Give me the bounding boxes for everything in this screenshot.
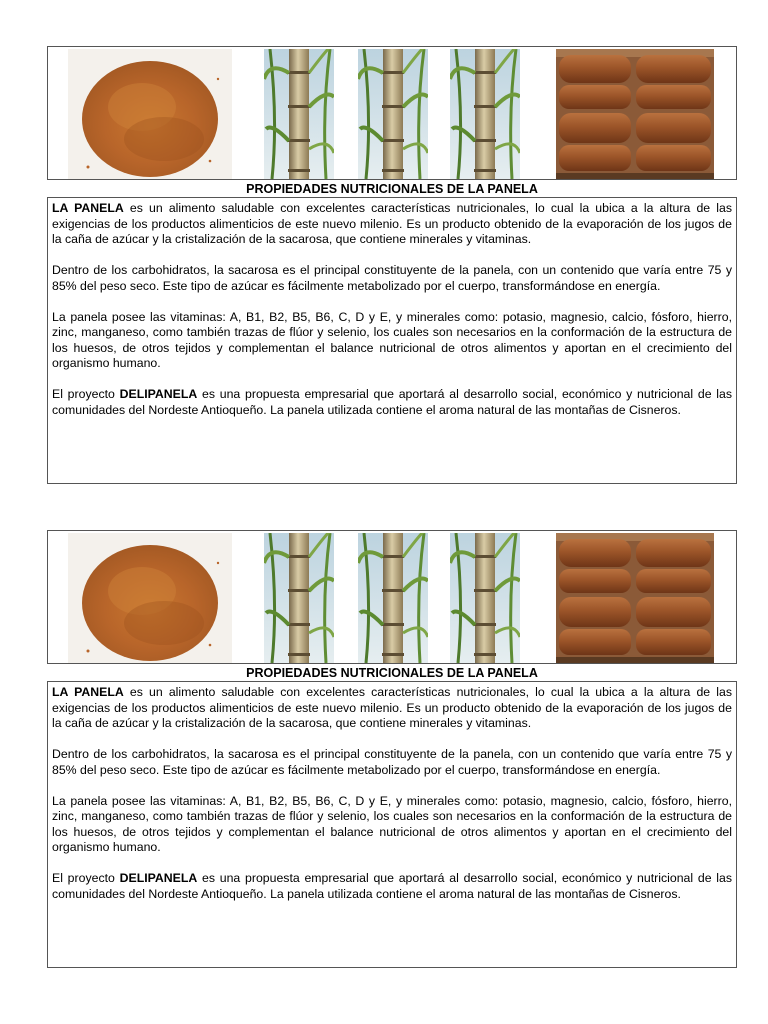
description-box (47, 197, 737, 484)
panela-card (47, 46, 737, 484)
paragraph-carbohydrates: Dentro de los carbohidratos, la sacarosa es el principal constituyente de la panela, con un contenido que varía entre 75 y 85% del peso seco. Este tipo de azúcar es fácilmente metabolizado por el cuerpo, transformándose en energía. (52, 263, 732, 293)
paragraph-vitamins: La panela posee las vitaminas: A, B1, B2, B5, B6, C, D y E, y minerales como: potasio, magnesio, calcio, fósforo, hierro, zinc, manganeso, como también trazas de flúor y selenio, los cuales son necesarios en la conformación de la estructura de los huesos, de otros tejidos y complementan el balance nutricional de otros alimentos y aportan en el crecimiento del organismo humano. (52, 793, 732, 854)
intro-text: es un alimento saludable con excelentes características nutricionales, lo cual la ubica a la altura de las exigencias de los productos alimenticios de este nuevo milenio. Es un producto obtenido de la evaporación de los jugos de la caña de azúcar y la cristalización de la sacarosa, que contiene minerales y vitaminas. (52, 685, 733, 730)
sugarcane-image (358, 49, 428, 179)
image-strip (47, 46, 737, 180)
sugarcane-image (358, 533, 428, 663)
project-text: es una propuesta empresarial que aportará al desarrollo social, económico y nutricional de las comunidades del Nordeste Antioqueño. La panela utilizada contiene el aroma natural de las montañas de Cisneros. (52, 871, 733, 901)
paragraph-carbohydrates: Dentro de los carbohidratos, la sacarosa es el principal constituyente de la panela, con un contenido que varía entre 75 y 85% del peso seco. Este tipo de azúcar es fácilmente metabolizado por el cuerpo, transformándose en energía. (52, 747, 732, 777)
paragraph-project (52, 387, 732, 418)
project-name: DELIPANELA (119, 871, 198, 885)
sugarcane-image (264, 533, 334, 663)
project-name: DELIPANELA (119, 387, 198, 401)
intro-bold: LA PANELA (52, 685, 124, 699)
paragraph-intro (52, 685, 732, 732)
intro-text: es un alimento saludable con excelentes características nutricionales, lo cual la ubica a la altura de las exigencias de los productos alimenticios de este nuevo milenio. Es un producto obtenido de la evaporación de los jugos de la caña de azúcar y la cristalización de la sacarosa, que contiene minerales y vitaminas. (52, 201, 733, 246)
section-title: PROPIEDADES NUTRICIONALES DE LA PANELA (246, 666, 538, 680)
sugarcane-image (264, 49, 334, 179)
intro-bold: LA PANELA (52, 201, 124, 215)
paragraph-intro (52, 201, 732, 248)
project-text: es una propuesta empresarial que aportará al desarrollo social, económico y nutricional de las comunidades del Nordeste Antioqueño. La panela utilizada contiene el aroma natural de las montañas de Cisneros. (52, 387, 733, 417)
paragraph-vitamins: La panela posee las vitaminas: A, B1, B2, B5, B6, C, D y E, y minerales como: potasio, magnesio, calcio, fósforo, hierro, zinc, manganeso, como también trazas de flúor y selenio, los cuales son necesarios en la conformación de la estructura de los huesos, de otros tejidos y complementan el balance nutricional de otros alimentos y aportan en el crecimiento del organismo humano. (52, 309, 732, 370)
sugarcane-image (450, 49, 520, 179)
panela-blocks-image (556, 49, 714, 179)
paragraph-project (52, 871, 732, 902)
section-title: PROPIEDADES NUTRICIONALES DE LA PANELA (246, 182, 538, 196)
panela-blocks-image (556, 533, 714, 663)
project-prefix: El proyecto (52, 387, 120, 401)
panela-powder-image (68, 533, 232, 663)
image-strip (47, 530, 737, 664)
panela-card (47, 530, 737, 968)
description-box (47, 681, 737, 968)
sugarcane-image (450, 533, 520, 663)
project-prefix: El proyecto (52, 871, 120, 885)
panela-powder-image (68, 49, 232, 179)
